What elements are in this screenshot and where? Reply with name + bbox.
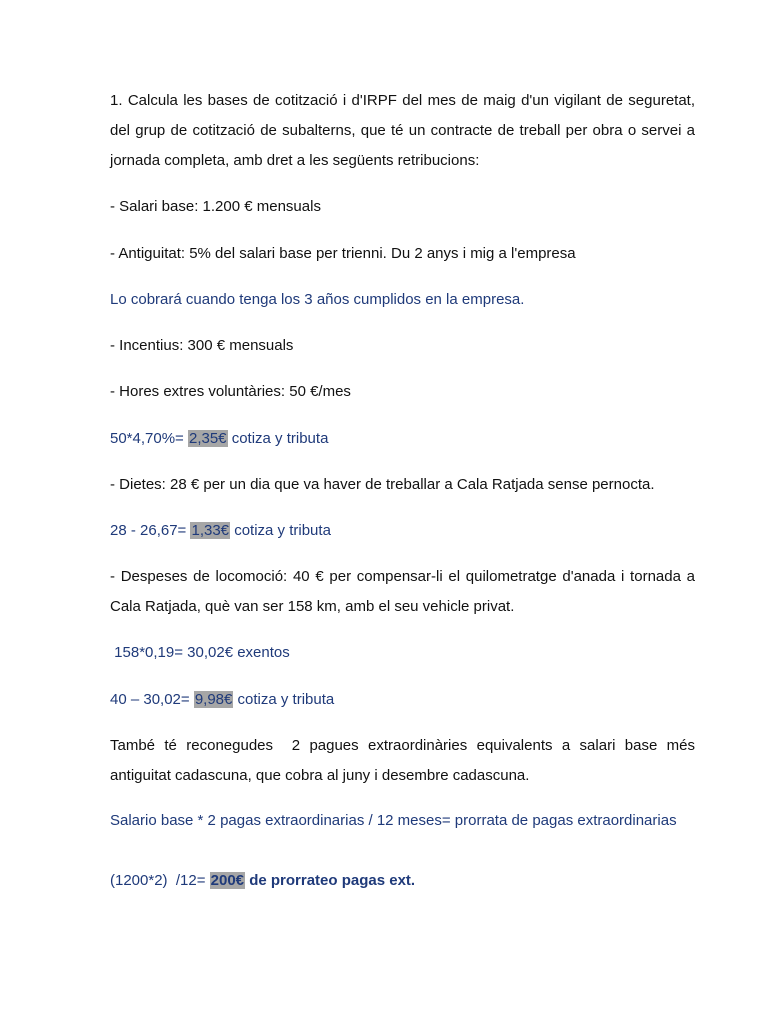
locomocio-calc-2-suffix: cotiza y tributa — [233, 691, 335, 708]
dietes-calc-value: 1,33€ — [191, 522, 230, 539]
document-page — [110, 86, 700, 896]
pagues-calc-line-1: Salario base * 2 pagas extraordinarias / 12 meses= prorrata de pagas extraordinarias — [110, 812, 677, 829]
hores-calc-value: 2,35€ — [188, 430, 227, 447]
locomocio-calc-2 — [110, 685, 695, 715]
item-locomocio: - Despeses de locomoció: 40 € per compensar-li el quilometratge d'anada i tornada a Cala Ratjada, què van ser 158 km, amb el seu vehicle privat. — [110, 568, 695, 615]
locomocio-calc-2-prefix: 40 – 30,02= — [110, 691, 194, 708]
item-dietes: - Dietes: 28 € per un dia que va haver de treballar a Cala Ratjada sense pernocta. — [110, 476, 655, 493]
item-antiguitat: - Antiguitat: 5% del salari base per trienni. Du 2 anys i mig a l'empresa — [110, 245, 576, 262]
pagues-calc-line-2-suffix: de prorrateo pagas ext. — [245, 872, 416, 889]
item-incentius: - Incentius: 300 € mensuals — [110, 337, 294, 354]
pagues-calc-line-2 — [110, 836, 695, 896]
pagues-calc-line-2-prefix: (1200*2) /12= — [110, 872, 210, 889]
hores-calc — [110, 424, 695, 454]
question-text: Calcula les bases de cotització i d'IRPF del mes de maig d'un vigilant de seguretat, del grup de cotització de subalterns, que té un contracte de treball per obra o servei a jornada completa, amb dret a les següents retribucions: — [110, 92, 696, 169]
hores-calc-prefix: 50*4,70%= — [110, 430, 188, 447]
item-salari-base: - Salari base: 1.200 € mensuals — [110, 198, 321, 215]
hores-calc-suffix: cotiza y tributa — [227, 430, 329, 447]
item-hores-extres: - Hores extres voluntàries: 50 €/mes — [110, 383, 351, 400]
question-paragraph — [110, 86, 695, 176]
pagues-calc-line-2-value: 200€ — [210, 872, 245, 889]
pagues-paragraph: També té reconegudes 2 pagues extraordinàries equivalents a salari base més antiguitat cadascuna, que cobra al juny i desembre cadascuna. — [110, 737, 700, 784]
locomocio-calc-1: 158*0,19= 30,02€ exentos — [110, 644, 290, 661]
locomocio-calc-2-value: 9,98€ — [194, 691, 233, 708]
dietes-calc-prefix: 28 - 26,67= — [110, 522, 191, 539]
question-number: 1. — [110, 92, 123, 109]
dietes-calc — [110, 516, 695, 546]
dietes-calc-suffix: cotiza y tributa — [230, 522, 331, 539]
antiguitat-note: Lo cobrará cuando tenga los 3 años cumplidos en la empresa. — [110, 291, 525, 308]
